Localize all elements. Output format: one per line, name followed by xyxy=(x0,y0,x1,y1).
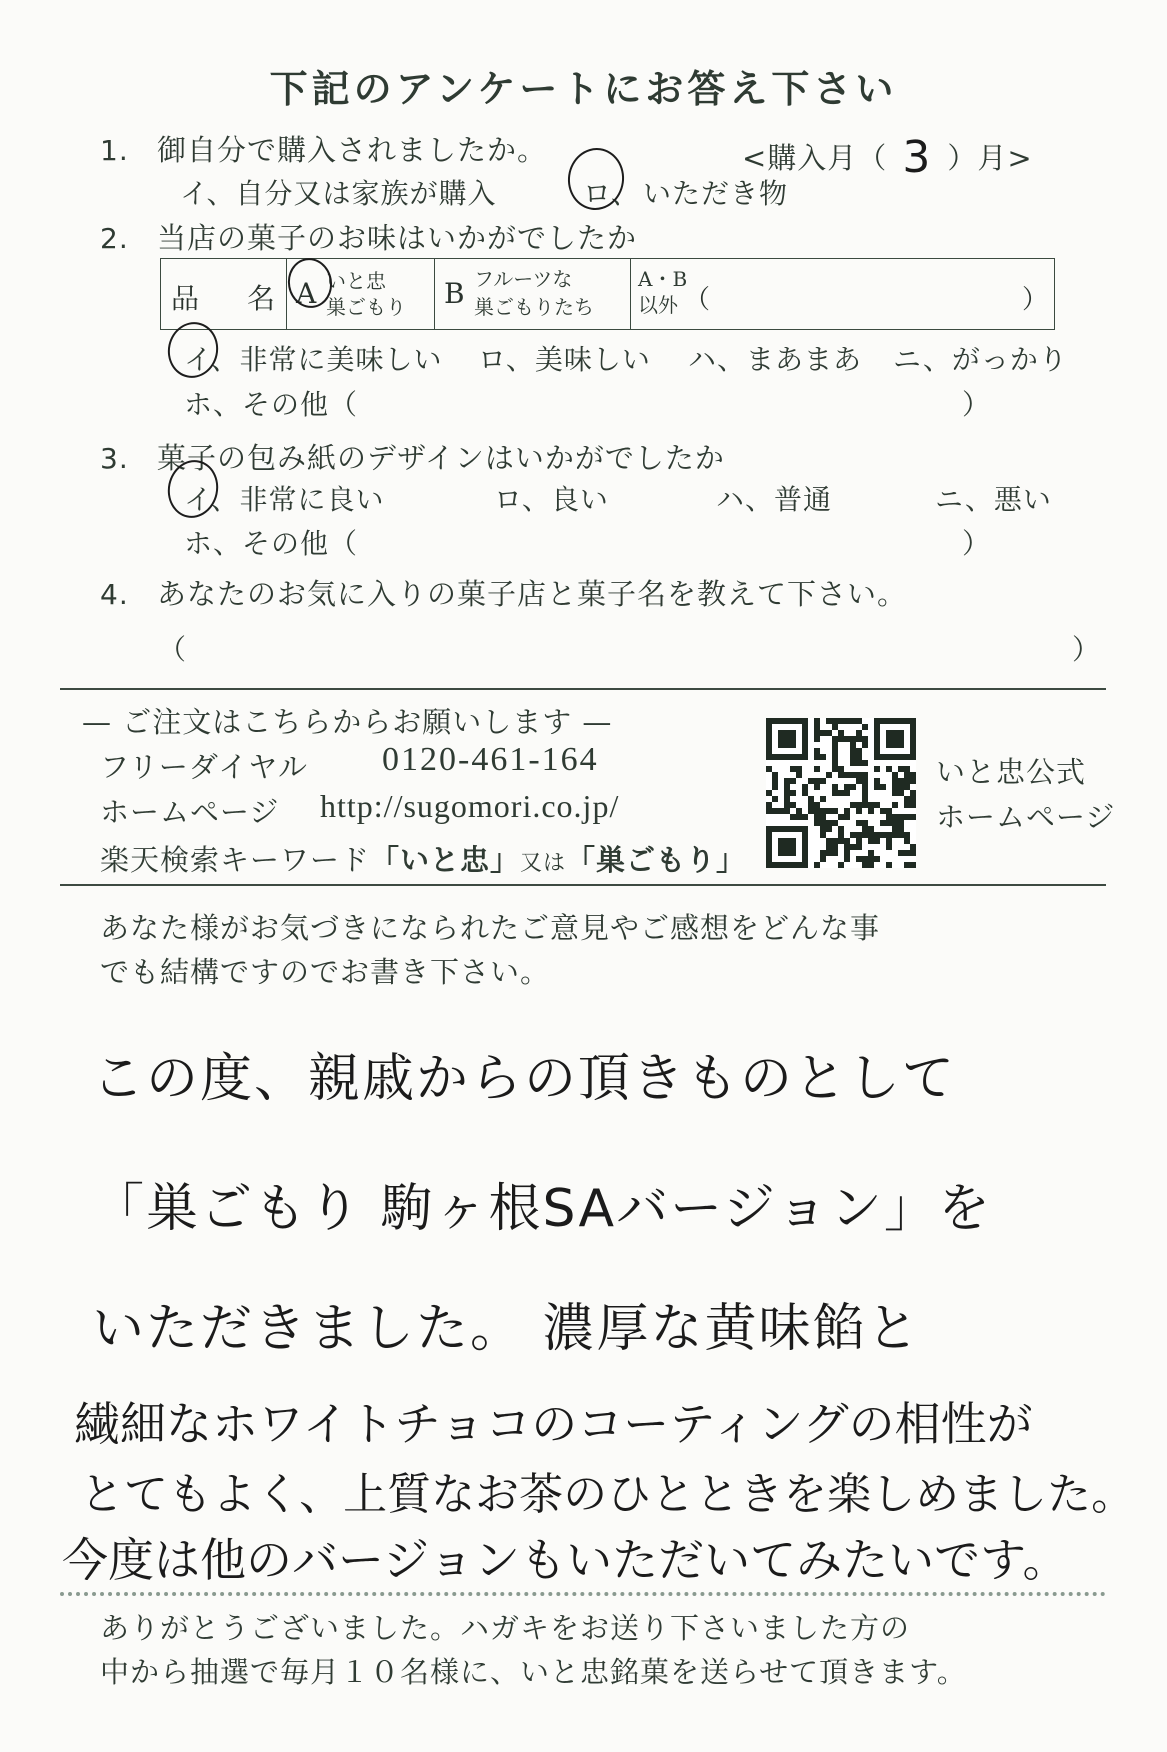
handwritten-line-4: 繊細なホワイトチョコのコーティングの相性が xyxy=(74,1397,1033,1451)
product-header: 品 名 xyxy=(171,282,286,315)
handwritten-line-6: 今度は他のバージョンもいただいてみたいです。 xyxy=(62,1533,1069,1587)
q2-option-other: ホ、その他（ xyxy=(184,388,359,421)
q4-text: あなたのお気に入りの菓子店と菓子名を教えて下さい。 xyxy=(156,577,907,611)
homepage-label: ホームページ xyxy=(100,795,280,829)
handwritten-line-1: この度、親戚からの頂きものとして xyxy=(92,1049,957,1109)
product-other-close: ） xyxy=(1022,285,1049,315)
q1-option-i: イ、自分又は家族が購入 xyxy=(180,177,497,210)
product-a-name-1: いと忠 xyxy=(326,269,386,293)
q4-close: ） xyxy=(1072,633,1102,666)
product-b-name-2: 巣ごもりたち xyxy=(474,295,594,319)
rakuten-keyword-2: 「巣ごもり」 xyxy=(566,843,747,877)
purchase-month-close: ）月> xyxy=(947,141,1033,175)
footer-line-1: ありがとうございました。ハガキをお送り下さいました方の xyxy=(100,1611,911,1645)
qr-caption-2: ホームページ xyxy=(936,800,1116,834)
qr-caption-1: いと忠公式 xyxy=(936,755,1087,789)
handwritten-line-3: いただきました。 濃厚な黄味餡と xyxy=(92,1299,921,1359)
rakuten-or: 又は xyxy=(520,851,567,876)
q3-text: 菓子の包み紙のデザインはいかがでしたか xyxy=(156,441,725,475)
handwritten-line-5: とてもよく、上質なお茶のひとときを楽しめました。 xyxy=(80,1469,1136,1520)
divider-dotted xyxy=(60,1592,1106,1596)
product-a-letter: A xyxy=(296,277,317,310)
product-header-cell xyxy=(161,259,287,329)
q2-option-i: イ、非常に美味しい xyxy=(184,343,443,376)
product-other-label-1: A・B xyxy=(638,267,688,291)
rakuten-text: 楽天検索キーワード xyxy=(100,843,371,877)
product-other-cell xyxy=(630,259,1052,329)
q2-option-ha: ハ、まあまあ xyxy=(688,343,863,376)
divider-top xyxy=(60,688,1106,690)
freedial-label: フリーダイヤル xyxy=(100,750,308,784)
product-b-cell xyxy=(434,259,631,329)
footer-line-2: 中から抽選で毎月１０名様に、いと忠銘菓を送らせて頂きます。 xyxy=(100,1655,967,1689)
freedial-number: 0120-461-164 xyxy=(382,741,599,778)
homepage-url[interactable]: http://sugomori.co.jp/ xyxy=(320,788,620,824)
q3-option-i: イ、非常に良い xyxy=(184,483,385,516)
q2-number: 2. xyxy=(100,222,129,255)
q2-option-ro: ロ、美味しい xyxy=(478,343,651,376)
q4-open: （ xyxy=(158,633,188,666)
product-b-letter: B xyxy=(444,277,465,310)
product-other-label-2: 以外 xyxy=(638,293,678,317)
q2-option-ni: ニ、がっかり xyxy=(893,343,1068,376)
product-b-name-1: フルーツな xyxy=(474,267,573,291)
order-header: — ご注文はこちらからお願いします — xyxy=(82,705,613,739)
q1-question xyxy=(100,128,547,169)
q2-text: 当店の菓子のお味はいかがでしたか xyxy=(156,221,637,255)
purchase-month-value: 3 xyxy=(902,132,933,183)
rakuten-keyword-1: 「いと忠」 xyxy=(370,843,521,877)
q2-option-other-close: ） xyxy=(962,388,992,421)
divider-middle xyxy=(60,884,1106,886)
comments-prompt-1: あなた様がお気づきになられたご意見やご感想をどんな事 xyxy=(100,911,881,945)
rakuten-label xyxy=(100,838,746,879)
q1-option-ro: ロ、 xyxy=(583,177,640,210)
handwritten-line-2: 「巣ごもり 駒ヶ根SAバージョン」を xyxy=(92,1179,992,1239)
q3-number: 3. xyxy=(100,442,129,475)
qr-code[interactable] xyxy=(766,718,916,868)
q4-number: 4. xyxy=(100,578,129,611)
survey-title: 下記のアンケートにお答え下さい xyxy=(269,66,898,111)
q3-option-ha: ハ、普通 xyxy=(716,483,833,516)
q1-text: 御自分で購入されましたか。 xyxy=(156,133,547,167)
q4-question xyxy=(100,572,907,613)
purchase-month-open: <購入月（ xyxy=(742,141,888,175)
comments-prompt-2: でも結構ですのでお書き下さい。 xyxy=(100,955,551,989)
product-other-open: （ xyxy=(684,285,711,315)
q3-option-other: ホ、その他（ xyxy=(184,527,359,560)
q3-option-ro: ロ、良い xyxy=(494,483,609,516)
q3-option-other-close: ） xyxy=(962,527,992,560)
q1-option-ro-label: いただき物 xyxy=(643,177,789,210)
product-a-name-2: 巣ごもり xyxy=(326,295,406,319)
q1-number: 1. xyxy=(100,134,129,167)
q2-question xyxy=(100,216,637,257)
q3-option-ni: ニ、悪い xyxy=(935,483,1052,516)
